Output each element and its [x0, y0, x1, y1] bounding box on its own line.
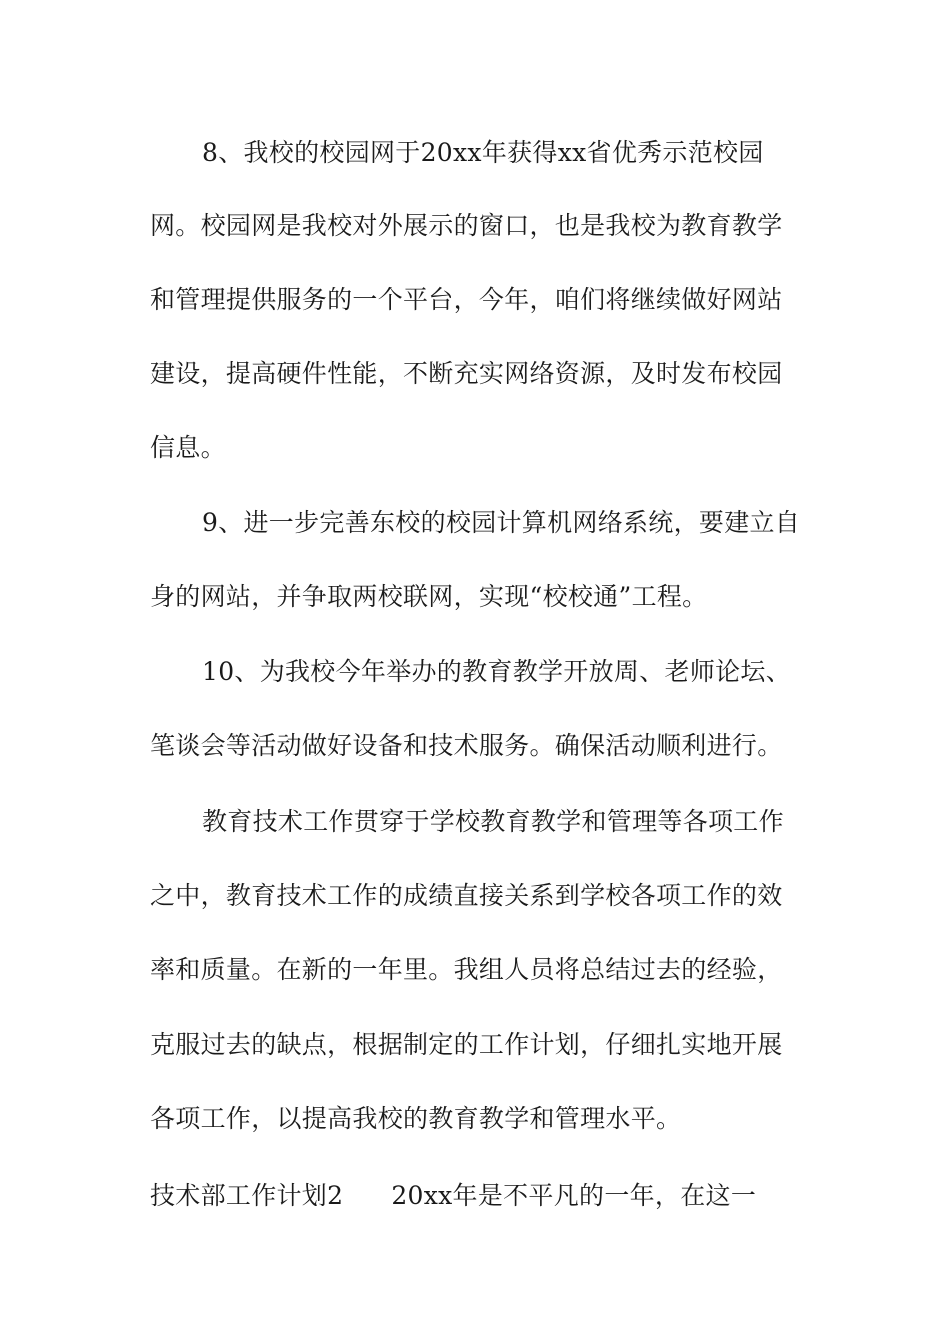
section-heading: 技术部工作计划2 [150, 1181, 344, 1210]
section-first-line: 20xx年是不平凡的一年，在这一 [391, 1181, 757, 1210]
section-heading-line [150, 1181, 756, 1211]
paragraph-8-line-2: 网。校园网是我校对外展示的窗口，也是我校为教育教学 [150, 211, 783, 240]
summary-line-1: 教育技术工作贯穿于学校教育教学和管理等各项工作 [202, 807, 784, 836]
summary-line-4: 克服过去的缺点，根据制定的工作计划，仔细扎实地开展 [150, 1030, 783, 1059]
summary-line-3: 率和质量。在新的一年里。我组人员将总结过去的经验， [150, 955, 783, 984]
summary-line-5: 各项工作，以提高我校的教育教学和管理水平。 [150, 1104, 682, 1133]
paragraph-10-line-2: 笔谈会等活动做好设备和技术服务。确保活动顺利进行。 [150, 731, 783, 760]
paragraph-9-line-2: 身的网站，并争取两校联网，实现“校校通”工程。 [150, 582, 708, 611]
paragraph-8-line-3: 和管理提供服务的一个平台，今年，咱们将继续做好网站 [150, 285, 783, 314]
paragraph-10-line-1: 10、为我校今年举办的教育教学开放周、老师论坛、 [202, 657, 792, 686]
paragraph-8-line-5: 信息。 [150, 433, 226, 462]
summary-line-2: 之中，教育技术工作的成绩直接关系到学校各项工作的效 [150, 881, 783, 910]
paragraph-9-line-1: 9、进一步完善东校的校园计算机网络系统，要建立自 [202, 508, 801, 537]
paragraph-8-line-4: 建设，提高硬件性能，不断充实网络资源，及时发布校园 [150, 359, 783, 388]
paragraph-8-line-1: 8、我校的校园网于20xx年获得xx省优秀示范校园 [202, 138, 764, 167]
